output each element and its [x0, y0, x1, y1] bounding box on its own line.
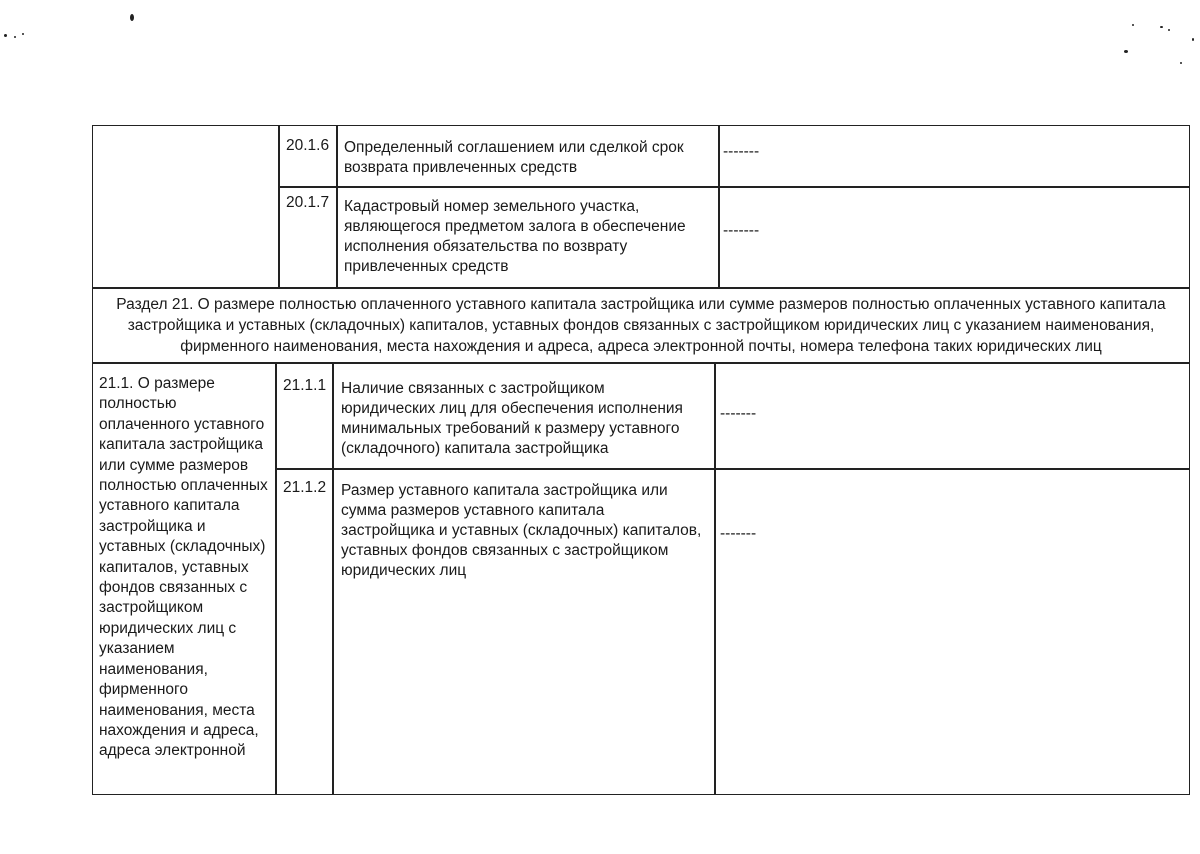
row-value: ------- — [723, 222, 760, 239]
grid-line — [278, 126, 280, 287]
scan-speck — [22, 33, 24, 35]
row-description: Размер уставного капитала застройщика или сумма размеров уставного капитала застройщика и уставных (складочных) капиталов, уставных фондов связанных с застройщиком юридических лиц — [341, 482, 702, 579]
scan-speck — [1160, 26, 1163, 28]
row-description: Наличие связанных с застройщиком юридических лиц для обеспечения исполнения минимальных требований к размеру уставного (складочного) капитала застройщика — [341, 380, 683, 457]
scan-speck — [130, 14, 134, 21]
subsection-title: 21.1. О размере полностью оплаченного уставного капитала застройщика или сумме размеров полностью оплаченных уставного капитала застройщика и уставных (складочных) капиталов, уставных фондов связанных с застройщиком юридических лиц с указанием наименования, фирменного наименования, места нахождения и адреса, адреса электронной — [99, 375, 268, 760]
grid-line — [93, 362, 1189, 364]
row-code: 20.1.6 — [286, 137, 330, 154]
grid-line — [718, 126, 720, 287]
scan-speck — [1192, 38, 1194, 41]
row-code: 21.1.2 — [283, 479, 327, 496]
grid-line — [336, 126, 338, 287]
row-code: 21.1.1 — [283, 377, 327, 394]
row-value: ------- — [720, 405, 757, 422]
scan-speck — [1180, 62, 1182, 64]
grid-line — [93, 287, 1189, 289]
section-header: Раздел 21. О размере полностью оплаченного уставного капитала застройщика или сумме размеров полностью оплаченных уставного капитала застройщика и уставных (складочных) капиталов, уставных фондов связанных с застройщиком юридических лиц с указанием наименования, фирменного наименования, места нахождения и адреса, адреса электронной почты, номера телефона таких юридических лиц — [116, 296, 1166, 355]
row-description: Определенный соглашением или сделкой срок возврата привлеченных средств — [344, 139, 684, 176]
grid-line — [275, 362, 277, 795]
scan-speck — [1124, 50, 1128, 53]
grid-line — [714, 362, 716, 795]
row-value: ------- — [723, 143, 760, 160]
grid-line — [278, 186, 1189, 188]
scan-speck — [1132, 24, 1134, 26]
scan-speck — [4, 34, 7, 37]
document-table — [92, 125, 1190, 795]
row-description: Кадастровый номер земельного участка, являющегося предметом залога в обеспечение исполнения обязательства по возврату привлеченных средств — [344, 198, 686, 275]
grid-line — [275, 468, 1189, 470]
row-value: ------- — [720, 525, 757, 542]
scan-speck — [14, 36, 16, 38]
grid-line — [332, 362, 334, 795]
scan-speck — [1168, 29, 1170, 31]
row-code: 20.1.7 — [286, 194, 330, 211]
